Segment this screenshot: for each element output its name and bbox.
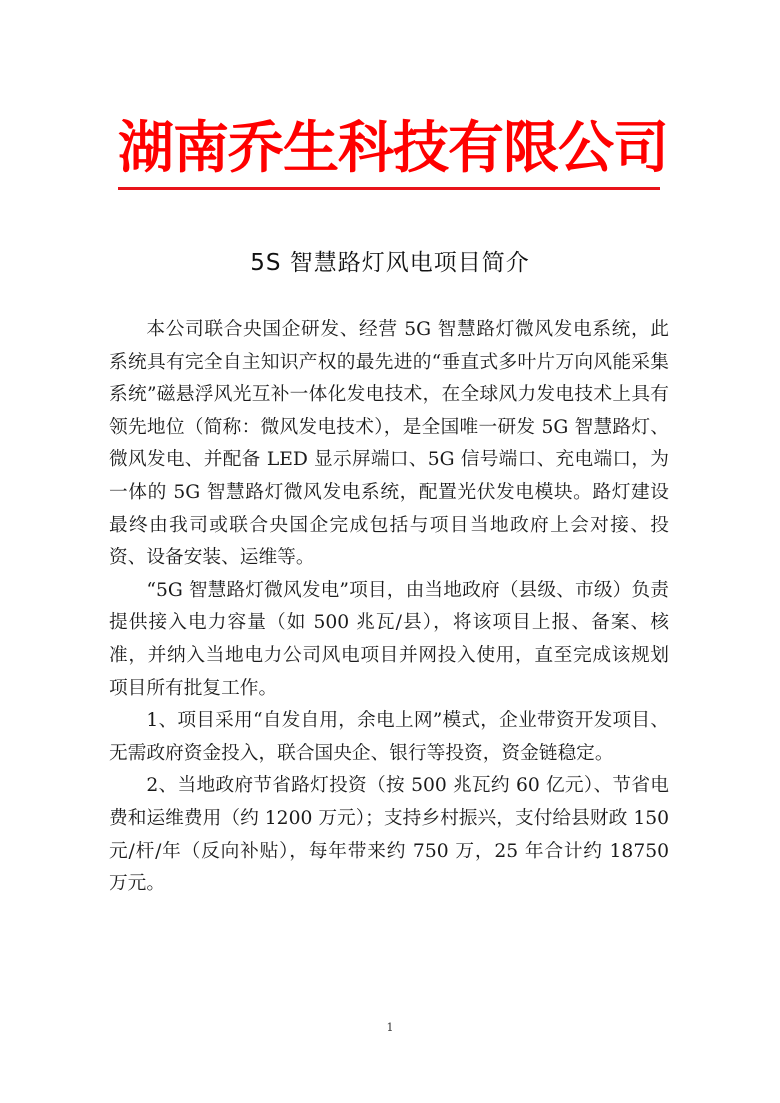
letterhead-company-name: 湖南乔生科技有限公司 (118, 115, 668, 181)
letterhead-divider (118, 187, 660, 190)
page-number: 1 (386, 1021, 394, 1034)
paragraph-project-approval: “5G 智慧路灯微风发电”项目，由当地政府（县级、市级）负责提供接入电力容量（如 500 兆瓦/县），将该项目上报、备案、核准，并纳入当地电力公司风电项目并网投入使用，直至完成该规划项目所有批复工作。 (109, 579, 669, 699)
paragraph-point-1: 1、项目采用“自发自用，余电上网”模式，企业带资开发项目、无需政府资金投入，联合国央企、银行等投资，资金链稳定。 (109, 710, 669, 764)
document-body (109, 314, 669, 901)
paragraph-intro: 本公司联合央国企研发、经营 5G 智慧路灯微风发电系统，此系统具有完全自主知识产权的最先进的“垂直式多叶片万向风能采集系统”磁悬浮风光互补一体化发电技术，在全球风力发电技术上具有领先地位（简称：微风发电技术），是全国唯一研发 5G 智慧路灯、微风发电、并配备 LED 显示屏端口、5G 信号端口、充电端口，为一体的 5G 智慧路灯微风发电系统，配置光伏发电模块。路灯建设最终由我司或联合央国企完成包括与项目当地政府上会对接、投资、设备安装、运维等。 (109, 319, 669, 569)
document-title: 5S 智慧路灯风电项目简介 (250, 250, 530, 276)
paragraph-point-2: 2、当地政府节省路灯投资（按 500 兆瓦约 60 亿元）、节省电费和运维费用（约 1200 万元）；支持乡村振兴，支付给县财政 150 元/杆/年（反向补贴），每年带来约 750 万，25 年合计约 18750 万元。 (109, 775, 669, 895)
